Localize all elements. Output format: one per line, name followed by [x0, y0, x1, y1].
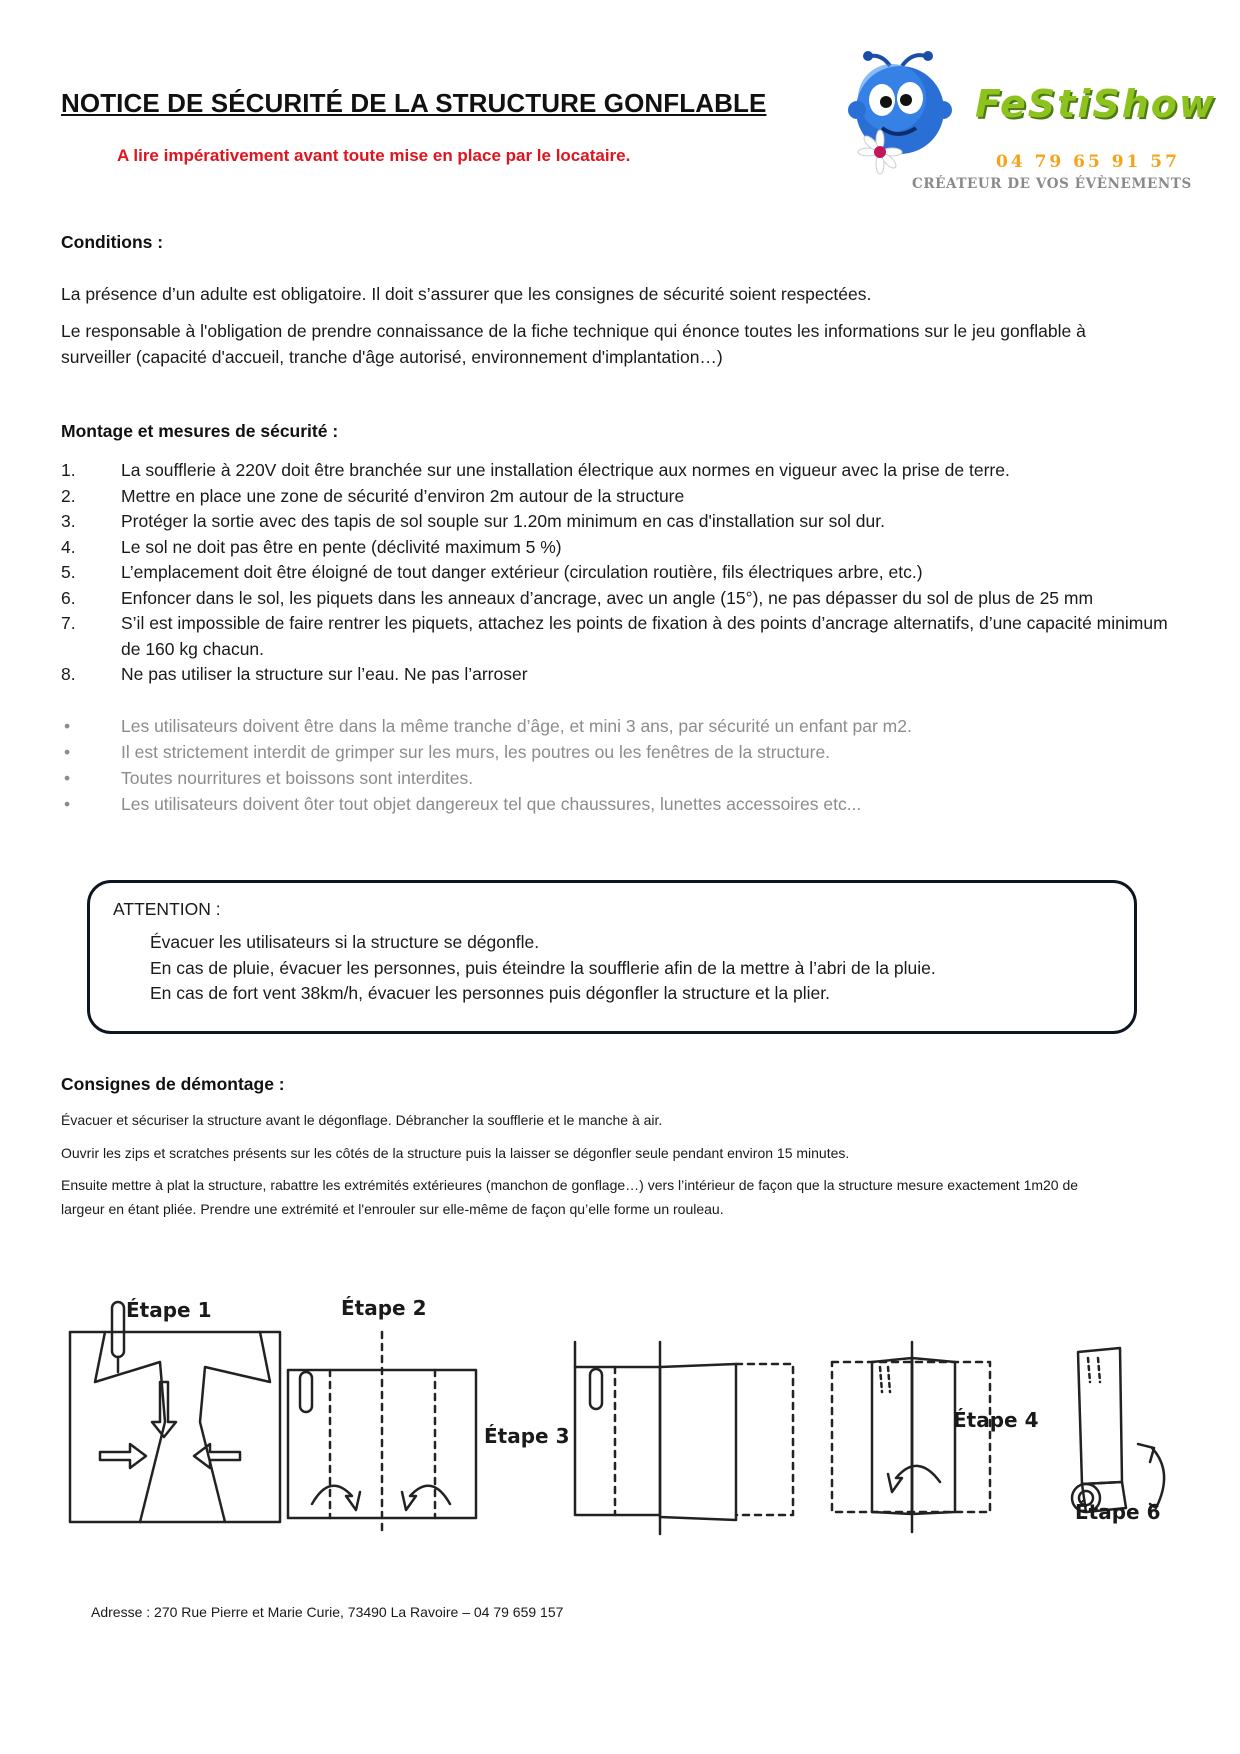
list-item: 2. Mettre en place une zone de sécurité d’environ 2m autour de la structure [61, 485, 685, 506]
conditions-heading: Conditions : [61, 232, 164, 252]
step-2-label: Étape 2 [341, 1296, 427, 1320]
list-item: • Les utilisateurs doivent ôter tout objet dangereux tel que chaussures, lunettes accessoires etc... [61, 791, 1191, 817]
folding-steps-illustration [60, 1272, 1180, 1542]
attention-title: ATTENTION : [113, 899, 221, 919]
attention-line: Évacuer les utilisateurs si la structure se dégonfle. [150, 932, 540, 952]
montage-heading: Montage et mesures de sécurité : [61, 421, 339, 441]
attention-line: En cas de fort vent 38km/h, évacuer les personnes puis dégonfler la structure et la plier. [150, 983, 830, 1003]
conditions-paragraph-2-line-2: surveiller (capacité d'accueil, tranche d'âge autorisé, environnement d'implantation…) [61, 347, 723, 367]
step-3-drawing [575, 1342, 793, 1534]
brand-tagline: CRÉATEUR DE VOS ÉVÈNEMENTS [912, 176, 1192, 192]
list-item: 1. La soufflerie à 220V doit être branchée sur une installation électrique aux normes en vigueur avec la prise de terre. [61, 460, 1010, 480]
list-item: 8. Ne pas utiliser la structure sur l’eau. Ne pas l’arroser [61, 664, 528, 684]
footer-address: Adresse : 270 Rue Pierre et Marie Curie, 73490 La Ravoire – 04 79 659 157 [91, 1604, 564, 1620]
demontage-paragraph-3-line-2: largeur en étant pliée. Prendre une extrémité et l'enrouler sur elle-même de façon qu’elle forme un rouleau. [61, 1201, 724, 1217]
list-item: 7. S’il est impossible de faire rentrer les piquets, attachez les points de fixation à des points d’ancrage alternatifs, d’une capacité minimum de 160 kg chacun. [61, 613, 1168, 659]
attention-lines [150, 930, 936, 1007]
list-item: • Toutes nourritures et boissons sont interdites. [61, 765, 1191, 791]
demontage-heading: Consignes de démontage : [61, 1074, 285, 1094]
list-item: 4. Le sol ne doit pas être en pente (déclivité maximum 5 %) [61, 536, 562, 557]
conditions-paragraph-2 [61, 318, 1201, 370]
list-item: 6. Enfoncer dans le sol, les piquets dans les anneaux d’ancrage, avec un angle (15°), ne pas dépasser du sol de plus de 25 mm [61, 587, 1094, 608]
step-3-label: Étape 3 [484, 1424, 570, 1448]
list-item: • Il est strictement interdit de grimper sur les murs, les poutres ou les fenêtres de la structure. [61, 739, 1191, 765]
list-item: 3. Protéger la sortie avec des tapis de sol souple sur 1.20m minimum en cas d'installation sur sol dur. [61, 511, 885, 531]
step-1-label: Étape 1 [126, 1298, 212, 1322]
festishow-logo [842, 48, 1216, 208]
step-4-label: Étape 4 [953, 1408, 1039, 1432]
page-subtitle: A lire impérativement avant toute mise en place par le locataire. [117, 146, 631, 165]
attention-line: En cas de pluie, évacuer les personnes, puis éteindre la soufflerie afin de la mettre à l’abri de la pluie. [150, 957, 936, 978]
step-6-label: Étape 6 [1075, 1500, 1161, 1524]
brand-phone: 04 79 65 91 57 [996, 152, 1180, 172]
demontage-paragraph-1: Évacuer et sécuriser la structure avant le dégonflage. Débrancher la soufflerie et le manche à air. [61, 1112, 663, 1128]
montage-numbered-list [61, 458, 1191, 688]
conditions-paragraph-2-line-1: Le responsable à l'obligation de prendre connaissance de la fiche technique qui énonce toutes les informations sur le jeu gonflable à [61, 321, 1086, 341]
montage-bullet-list [61, 713, 1191, 817]
demontage-paragraph-2: Ouvrir les zips et scratches présents sur les côtés de la structure puis la laisser se dégonfler seule pendant environ 15 minutes. [61, 1145, 850, 1161]
demontage-paragraph-3 [61, 1173, 1201, 1221]
list-item: • Les utilisateurs doivent être dans la même tranche d’âge, et mini 3 ans, par sécurité un enfant par m2. [61, 713, 1191, 739]
page-title: NOTICE DE SÉCURITÉ DE LA STRUCTURE GONFLABLE [61, 88, 767, 118]
step-6-drawing [1072, 1348, 1164, 1512]
brand-name: FeStiShow [975, 82, 1216, 126]
demontage-paragraph-3-line-1: Ensuite mettre à plat la structure, rabattre les extrémités extérieures (manchon de gonflage…) vers l’intérieur de façon que la structure mesure exactement 1m20 de [61, 1177, 1079, 1193]
list-item: 5. L’emplacement doit être éloigné de tout danger extérieur (circulation routière, fils électriques arbre, etc.) [61, 562, 923, 582]
step-1-drawing [70, 1302, 280, 1522]
step-4-drawing [832, 1342, 990, 1532]
conditions-paragraph-1: La présence d’un adulte est obligatoire. Il doit s’assurer que les consignes de sécurité soient respectées. [61, 284, 872, 304]
step-2-drawing [288, 1332, 476, 1534]
